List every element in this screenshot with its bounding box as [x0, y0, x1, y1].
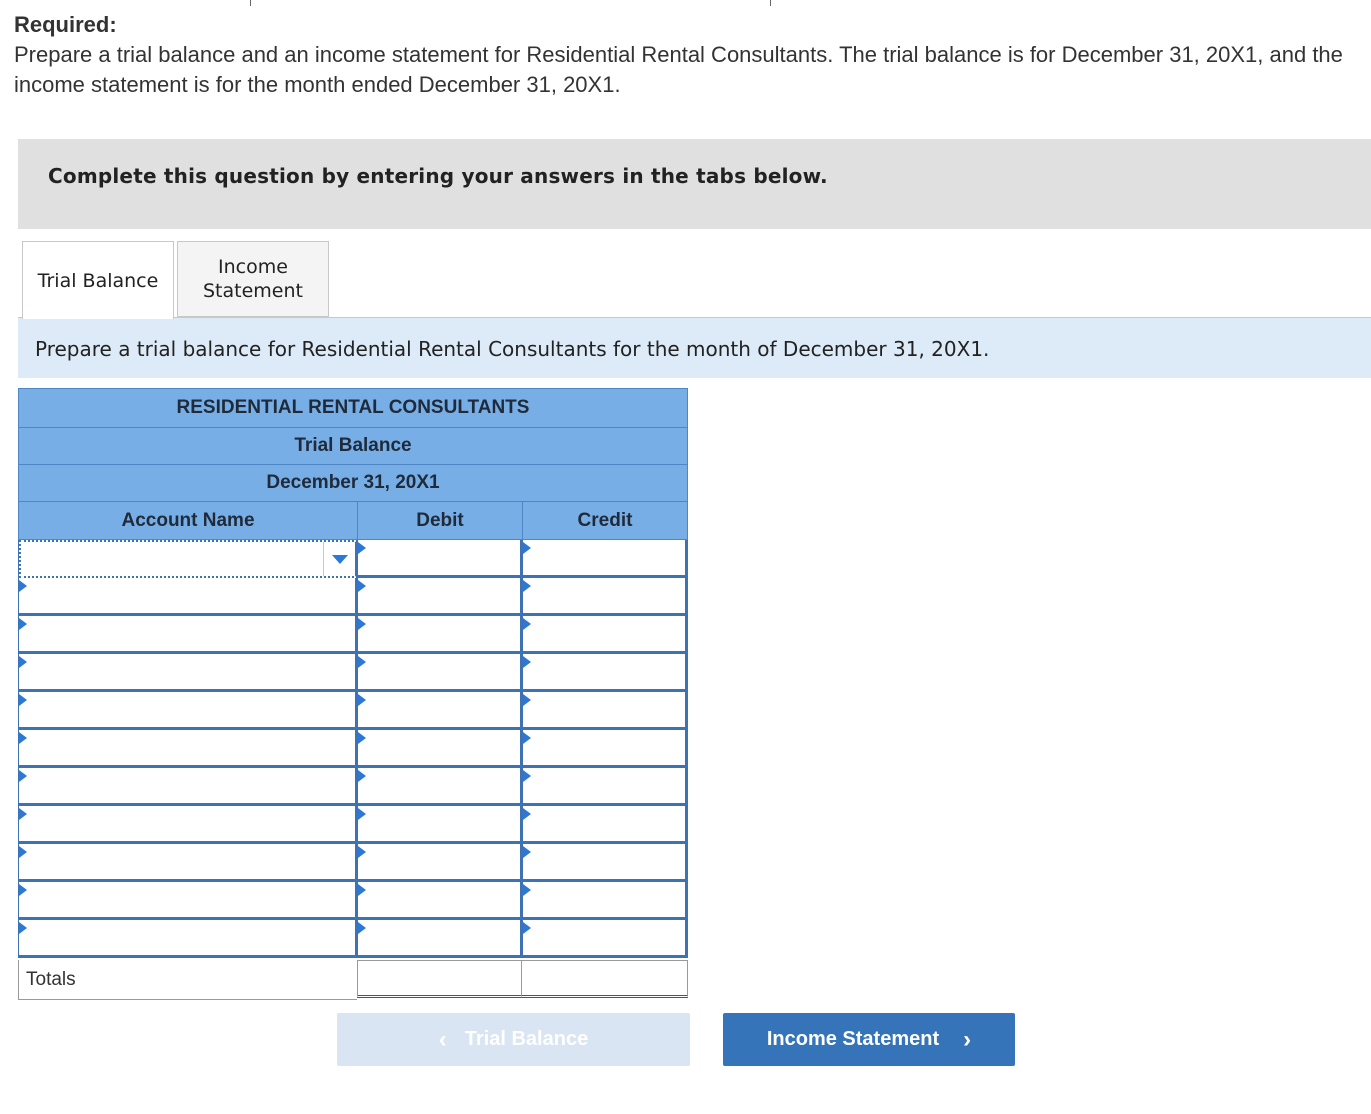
- cell-marker-icon: [523, 922, 531, 934]
- cell-marker-icon: [19, 770, 27, 782]
- table-row: [18, 882, 688, 920]
- credit-input[interactable]: [523, 806, 688, 844]
- cell-marker-icon: [358, 618, 366, 630]
- table-row: [18, 578, 688, 616]
- required-text: Prepare a trial balance and an income statement for Residential Rental Consultants. The trial balance is for December 31, 20X1, and the income statement is for the month ended December 31, 20X1.: [14, 42, 1343, 97]
- credit-input[interactable]: [523, 768, 688, 806]
- totals-credit-input[interactable]: [522, 960, 688, 998]
- statement-date: December 31, 20X1: [18, 464, 688, 501]
- column-header-debit: Debit: [358, 502, 523, 539]
- statement-title: Trial Balance: [18, 427, 688, 464]
- account-name-select[interactable]: [19, 616, 358, 654]
- cell-marker-icon: [523, 808, 531, 820]
- totals-debit-input[interactable]: [357, 960, 522, 998]
- prev-tab-label: Trial Balance: [464, 1028, 589, 1050]
- cell-marker-icon: [358, 922, 366, 934]
- cell-marker-icon: [358, 580, 366, 592]
- table-row: [18, 768, 688, 806]
- account-name-select[interactable]: [19, 882, 358, 920]
- table-row: [18, 616, 688, 654]
- tab-trial-balance[interactable]: [22, 241, 174, 319]
- table-row: [18, 692, 688, 730]
- company-name: RESIDENTIAL RENTAL CONSULTANTS: [18, 388, 688, 427]
- cell-marker-icon: [19, 580, 27, 592]
- next-tab-label: Income Statement: [766, 1028, 940, 1050]
- credit-input[interactable]: [523, 654, 688, 692]
- account-name-select[interactable]: [19, 540, 358, 578]
- trial-balance-table: [18, 388, 688, 1000]
- table-row: [18, 540, 688, 578]
- cell-marker-icon: [19, 846, 27, 858]
- chevron-left-icon: ‹: [438, 1025, 447, 1053]
- top-edge-mark: [770, 0, 771, 6]
- instruction-banner: [18, 139, 1371, 229]
- account-name-select[interactable]: [19, 730, 358, 768]
- cell-marker-icon: [19, 732, 27, 744]
- table-body: [18, 540, 688, 958]
- cell-marker-icon: [19, 922, 27, 934]
- cell-marker-icon: [523, 542, 531, 554]
- prev-tab-button[interactable]: [337, 1013, 690, 1066]
- credit-input[interactable]: [523, 844, 688, 882]
- account-name-select[interactable]: [19, 654, 358, 692]
- cell-marker-icon: [523, 618, 531, 630]
- credit-input[interactable]: [523, 882, 688, 920]
- dropdown-arrow-icon[interactable]: [323, 542, 355, 576]
- cell-marker-icon: [358, 542, 366, 554]
- prompt-banner: [18, 318, 1371, 378]
- cell-marker-icon: [358, 808, 366, 820]
- debit-input[interactable]: [358, 616, 523, 654]
- cell-marker-icon: [358, 732, 366, 744]
- cell-marker-icon: [19, 884, 27, 896]
- cell-marker-icon: [358, 884, 366, 896]
- debit-input[interactable]: [358, 540, 523, 578]
- next-tab-button[interactable]: [723, 1013, 1015, 1066]
- cell-marker-icon: [358, 656, 366, 668]
- prompt-text: Prepare a trial balance for Residential Rental Consultants for the month of December 31, 20X1.: [35, 337, 990, 361]
- account-name-select[interactable]: [19, 692, 358, 730]
- cell-marker-icon: [523, 694, 531, 706]
- chevron-right-icon: ›: [963, 1025, 972, 1053]
- top-edge-mark: [250, 0, 251, 6]
- instruction-text: Complete this question by entering your answers in the tabs below.: [48, 164, 828, 188]
- cell-marker-icon: [19, 618, 27, 630]
- cell-marker-icon: [523, 732, 531, 744]
- cell-marker-icon: [358, 846, 366, 858]
- debit-input[interactable]: [358, 806, 523, 844]
- column-header-account: Account Name: [19, 502, 358, 539]
- credit-input[interactable]: [523, 920, 688, 958]
- debit-input[interactable]: [358, 844, 523, 882]
- table-row: [18, 806, 688, 844]
- account-name-select[interactable]: [19, 920, 358, 958]
- account-name-select[interactable]: [19, 578, 358, 616]
- totals-row: [18, 960, 688, 1000]
- column-header-row: [18, 501, 688, 540]
- cell-marker-icon: [358, 770, 366, 782]
- required-label: Required:: [14, 12, 117, 37]
- table-row: [18, 844, 688, 882]
- debit-input[interactable]: [358, 578, 523, 616]
- tab-income-statement[interactable]: [177, 241, 329, 317]
- cell-marker-icon: [19, 694, 27, 706]
- credit-input[interactable]: [523, 616, 688, 654]
- cell-marker-icon: [523, 770, 531, 782]
- debit-input[interactable]: [358, 730, 523, 768]
- account-name-select[interactable]: [19, 806, 358, 844]
- credit-input[interactable]: [523, 540, 688, 578]
- table-row: [18, 730, 688, 768]
- column-header-credit: Credit: [577, 509, 633, 531]
- account-name-select[interactable]: [19, 844, 358, 882]
- cell-marker-icon: [19, 656, 27, 668]
- cell-marker-icon: [523, 846, 531, 858]
- tab-income-statement-label: Income Statement: [203, 256, 303, 302]
- credit-input[interactable]: [523, 730, 688, 768]
- debit-input[interactable]: [358, 692, 523, 730]
- tab-trial-balance-label: Trial Balance: [37, 269, 159, 292]
- cell-marker-icon: [358, 694, 366, 706]
- table-row: [18, 654, 688, 692]
- cell-marker-icon: [523, 580, 531, 592]
- debit-input[interactable]: [358, 768, 523, 806]
- table-row: [18, 920, 688, 958]
- cell-marker-icon: [19, 808, 27, 820]
- credit-input[interactable]: [523, 578, 688, 616]
- cell-marker-icon: [523, 884, 531, 896]
- debit-input[interactable]: [358, 654, 523, 692]
- credit-input[interactable]: [523, 692, 688, 730]
- account-name-select[interactable]: [19, 768, 358, 806]
- debit-input[interactable]: [358, 920, 523, 958]
- debit-input[interactable]: [358, 882, 523, 920]
- totals-label: Totals: [18, 960, 357, 1000]
- cell-marker-icon: [523, 656, 531, 668]
